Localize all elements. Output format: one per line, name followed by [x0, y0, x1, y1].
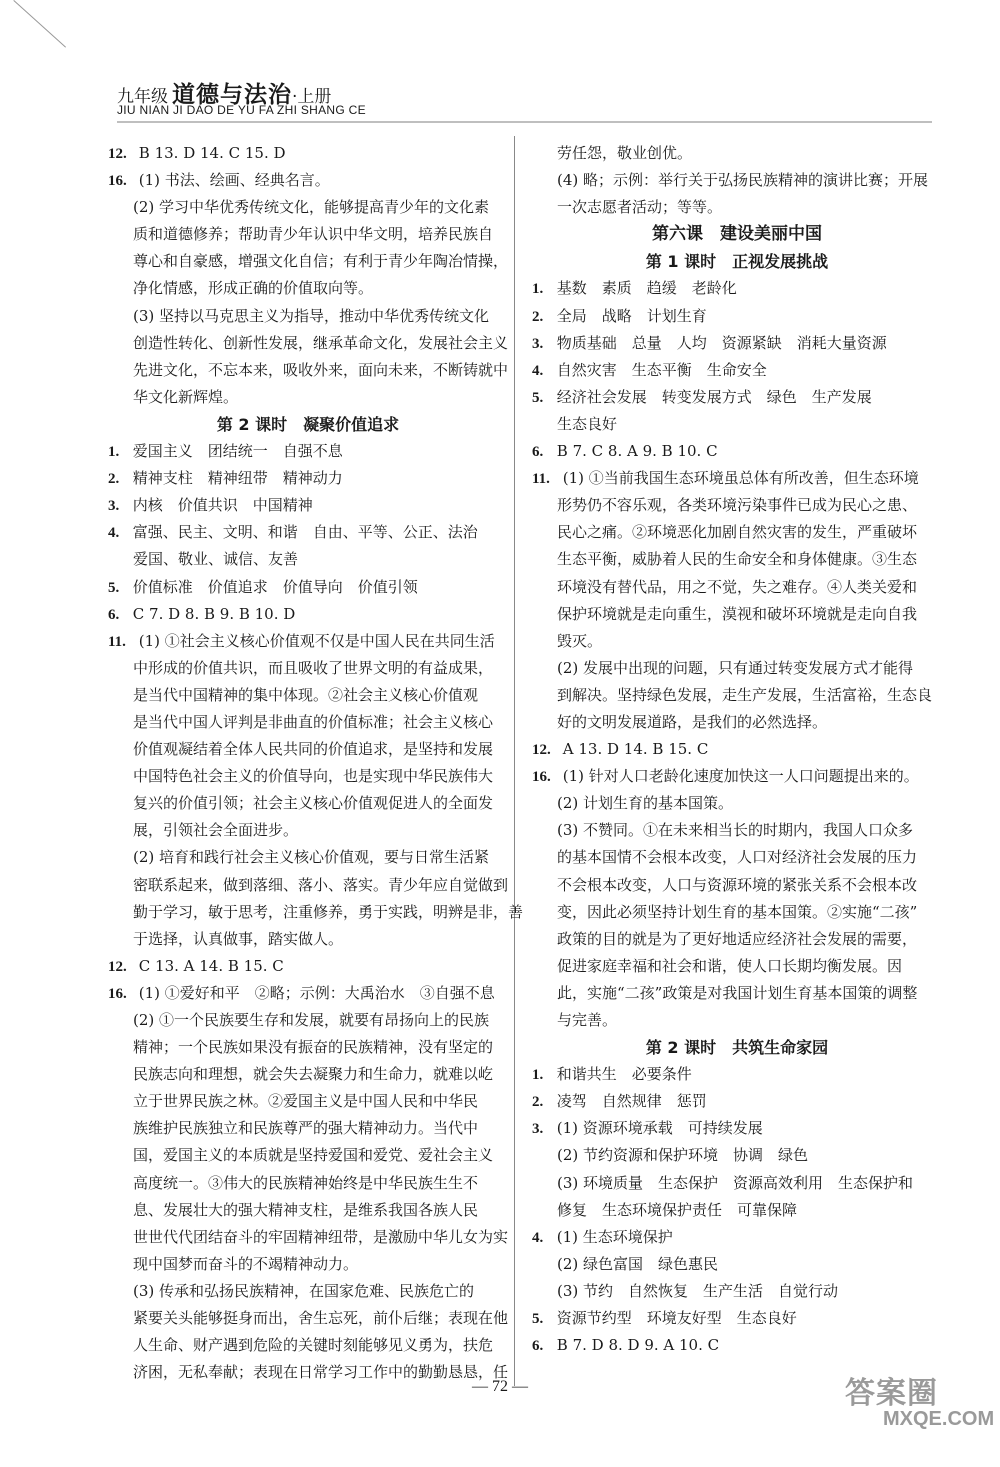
question-number: 16.	[108, 173, 127, 190]
answer-continuation: (3) 节约 自然恢复 生产生活 自觉行动	[557, 1281, 839, 1300]
answer-continuation: (2) 发展中出现的问题，只有通过转变发展方式才能得	[557, 658, 914, 677]
section-title: 第 2 课时 共筑生命家园	[645, 1038, 829, 1058]
answer-continuation: 一次志愿者活动；等等。	[557, 198, 723, 217]
answer-continuation: 于选择，认真做事，踏实做人。	[133, 929, 344, 948]
question-number: 5.	[108, 579, 120, 596]
header-pinyin: JIU NIAN JI DAO DE YU FA ZHI SHANG CE	[117, 103, 366, 117]
answer-continuation: 济困，无私奉献；表现在日常学习工作中的勤勤恳恳，任	[133, 1363, 509, 1382]
answer-continuation: 息、发展壮大的强大精神支柱，是维系我国各族人民	[133, 1200, 479, 1219]
page-number: — 72 —	[472, 1378, 528, 1395]
answer-line	[532, 1305, 942, 1332]
answer-continuation: 是当代中国人评判是非曲直的价值标准；社会主义核心	[133, 712, 494, 731]
answer-continuation: 中形成的价值共识，而且吸收了世界文明的有益成果，	[133, 658, 494, 677]
question-number: 2.	[532, 308, 544, 325]
answer-continuation: 到解决。坚持绿色发展，走生产发展，生活富裕，生态良	[557, 685, 933, 704]
watermark-logo	[845, 1368, 994, 1431]
answer-continuation: (2) 计划生育的基本国策。	[557, 794, 734, 813]
answer-continuation: 民族志向和理想，就会失去凝聚力和生命力，就难以屹	[133, 1065, 494, 1084]
answer-text: 爱国主义 团结统一 自强不息	[132, 442, 343, 461]
answer-line	[108, 980, 508, 1007]
answer-line	[108, 574, 508, 601]
question-number: 3.	[532, 1121, 544, 1138]
header-grade: 九年级	[117, 87, 168, 107]
answer-continuation: 世世代代团结奋斗的牢固精神纽带，是激励中华儿女为实	[133, 1227, 509, 1246]
answer-continuation: 是当代中国精神的集中体现。②社会主义核心价值观	[133, 685, 479, 704]
answer-line	[532, 1332, 942, 1359]
question-number: 11.	[108, 633, 126, 650]
answer-continuation: (2) 培育和践行社会主义核心价值观，要与日常生活紧	[133, 848, 490, 867]
answer-continuation: 质和道德修养；帮助青少年认识中华文明，培养民族自	[133, 225, 494, 244]
question-number: 1.	[532, 281, 544, 298]
answer-continuation: 密联系起来，做到落细、落小、落实。青少年应自觉做到	[133, 875, 509, 894]
answer-continuation: (3) 坚持以马克思主义为指导，推动中华优秀传统文化	[133, 306, 490, 325]
answer-line	[108, 601, 508, 628]
question-number: 12.	[108, 958, 127, 975]
answer-continuation: (2) 节约资源和保护环境 协调 绿色	[557, 1146, 809, 1165]
question-number: 1.	[108, 444, 120, 461]
answer-text: (1) 针对人口老龄化速度加快这一人口问题提出来的。	[562, 767, 919, 786]
corner-decoration	[13, 0, 66, 48]
answer-continuation: 现中国梦而奋斗的不竭精神动力。	[133, 1254, 359, 1273]
question-number: 11.	[532, 471, 550, 488]
answer-continuation: 先进文化，不忘本来，吸收外来，面向未来，不断铸就中	[133, 360, 509, 379]
answer-text: A 13. D 14. B 15. C	[562, 740, 709, 759]
question-number: 16.	[532, 769, 551, 786]
question-number: 12.	[108, 146, 127, 162]
answer-text: 精神支柱 精神纽带 精神动力	[132, 469, 343, 488]
header-subject: 道德与法治	[172, 81, 292, 108]
answer-continuation: 环境没有替代品，用之不觉，失之难存。④人类关爱和	[557, 577, 918, 596]
question-number: 4.	[532, 1229, 544, 1246]
section-title: 第 1 课时 正视发展挑战	[645, 252, 829, 272]
answer-continuation: 变，因此必须坚持计划生育的基本国策。②实施“二孩”	[557, 902, 918, 921]
answer-line	[532, 736, 942, 763]
answer-text: 和谐共生 必要条件	[556, 1065, 692, 1084]
answer-text: (1) 书法、绘画、经典名言。	[138, 171, 330, 190]
question-number: 5.	[532, 389, 544, 406]
question-number: 6.	[532, 1338, 544, 1355]
answer-continuation: 紧要关头能够挺身而出，舍生忘死，前仆后继；表现在他	[133, 1309, 509, 1328]
answer-line	[108, 628, 508, 655]
answer-line	[532, 465, 942, 492]
answer-continuation: 政策的目的就是为了更好地适应经济社会发展的需要，	[557, 929, 918, 948]
answer-continuation: 生态平衡，威胁着人民的生命安全和身体健康。③生态	[557, 550, 918, 569]
answer-continuation: 毁灭。	[557, 631, 603, 650]
answer-line	[532, 275, 942, 302]
answer-continuation: 展，引领社会全面进步。	[133, 821, 299, 840]
answer-text: C 13. A 14. B 15. C	[138, 956, 284, 975]
answer-continuation: 复兴的价值引领；社会主义核心价值观促进人的全面发	[133, 794, 494, 813]
answer-continuation: 的基本国情不会根本改变，人口对经济社会发展的压力	[557, 848, 918, 867]
answer-text: 内核 价值共识 中国精神	[132, 496, 313, 515]
watermark-url: MXQE.COM	[883, 1408, 995, 1430]
answer-line	[108, 465, 508, 492]
answer-text: 凌驾 自然规律 惩罚	[556, 1092, 707, 1111]
question-number: 6.	[532, 444, 544, 461]
answer-continuation: 立于世界民族之林。②爱国主义是中国人民和中华民	[133, 1092, 479, 1111]
answer-text: (1) ①当前我国生态环境虽总体有所改善，但生态环境	[562, 469, 919, 488]
answer-line	[532, 1224, 942, 1251]
answer-line	[532, 763, 942, 790]
answer-continuation: 中国特色社会主义的价值导向，也是实现中华民族伟大	[133, 767, 494, 786]
answer-continuation: (2) ①一个民族要生存和发展，就要有昂扬向上的民族	[133, 1011, 490, 1029]
question-number: 16.	[108, 985, 127, 1002]
answer-continuation: 尊心和自豪感，增强文化自信；有利于青少年陶冶情操，	[133, 252, 509, 271]
right-column	[532, 140, 942, 1359]
answer-line	[108, 438, 508, 465]
answer-line	[532, 384, 942, 411]
question-number: 1.	[532, 1067, 544, 1084]
answer-text: 基数 素质 趋缓 老龄化	[556, 279, 737, 298]
answer-text: 资源节约型 环境友好型 生态良好	[556, 1309, 797, 1328]
answer-text: 自然灾害 生态平衡 生命安全	[556, 360, 767, 379]
header-rule	[117, 121, 932, 123]
question-number: 6.	[108, 606, 120, 623]
answer-line	[532, 1115, 942, 1142]
answer-continuation: 勤于学习，敏于思考，注重修养，勇于实践，明辨是非，善	[133, 902, 524, 921]
answer-line	[532, 1061, 942, 1088]
answer-continuation: 高度统一。③伟大的民族精神始终是中华民族生生不	[133, 1173, 479, 1192]
left-column	[108, 140, 524, 1386]
answer-continuation: 保护环境就是走向重生，漠视和破坏环境就是走向自我	[557, 604, 918, 623]
question-number: 3.	[108, 498, 120, 515]
question-number: 2.	[108, 471, 120, 488]
answer-continuation: 国，爱国主义的本质就是坚持爱国和爱党、爱社会主义	[133, 1146, 494, 1165]
answer-text: (1) ①爱好和平 ②略；示例：大禹治水 ③自强不息	[138, 983, 495, 1002]
question-number: 5.	[532, 1311, 544, 1328]
answer-continuation: 修复 生态环境保护责任 可靠保障	[557, 1200, 798, 1219]
answer-continuation: 族维护民族独立和民族尊严的强大精神动力。当代中	[133, 1119, 479, 1138]
answer-continuation: 生态良好	[557, 414, 618, 433]
answer-line	[532, 357, 942, 384]
answer-continuation: 不会根本改变，人口与资源环境的紧张关系不会根本改	[557, 875, 918, 894]
answer-text: 物质基础 总量 人均 资源紧缺 消耗大量资源	[556, 333, 887, 352]
answer-line	[532, 303, 942, 330]
answer-text: 富强、民主、文明、和谐 自由、平等、公正、法治	[132, 523, 478, 542]
answer-text: C 7. D 8. B 9. B 10. D	[132, 604, 296, 623]
question-number: 4.	[108, 525, 120, 542]
header-volume: ·上册	[292, 87, 332, 107]
answer-continuation: (3) 传承和弘扬民族精神，在国家危难、民族危亡的	[133, 1281, 475, 1300]
answer-continuation: 民心之痛。②环境恶化加剧自然灾害的发生，严重破坏	[557, 523, 918, 542]
answer-text: (1) ①社会主义核心价值观不仅是中国人民在共同生活	[138, 631, 495, 650]
question-number: 2.	[532, 1094, 544, 1111]
answer-continuation: (3) 环境质量 生态保护 资源高效利用 生态保护和	[557, 1173, 914, 1192]
answer-continuation: 与完善。	[557, 1011, 618, 1029]
answer-line	[532, 1088, 942, 1115]
answer-line	[108, 519, 508, 546]
answer-continuation: 精神；一个民族如果没有振奋的民族精神，没有坚定的	[133, 1038, 494, 1057]
lesson-title: 第六课 建设美丽中国	[652, 224, 822, 245]
answer-continuation: 创造性转化、创新性发展，继承革命文化，发展社会主义	[133, 333, 509, 352]
answer-line	[532, 330, 942, 357]
answer-continuation: 好的文明发展道路，是我们的必然选择。	[557, 712, 828, 731]
question-number: 3.	[532, 335, 544, 352]
answer-continuation: 华文化新辉煌。	[133, 387, 239, 406]
answer-text: 全局 战略 计划生育	[556, 306, 707, 325]
answer-continuation: (2) 学习中华优秀传统文化，能够提高青少年的文化素	[133, 198, 490, 217]
answer-line	[108, 492, 508, 519]
answer-continuation: 促进家庭幸福和社会和谐，使人口长期均衡发展。因	[557, 956, 903, 975]
answer-continuation: 形势仍不容乐观，各类环境污染事件已成为民心之患、	[557, 496, 918, 515]
section-title: 第 2 课时 凝聚价值追求	[216, 414, 400, 434]
answer-line	[108, 140, 508, 167]
question-number: 4.	[532, 362, 544, 379]
answer-text: (1) 生态环境保护	[556, 1227, 673, 1246]
answer-continuation: (4) 略；示例：举行关于弘扬民族精神的演讲比赛；开展	[557, 171, 929, 190]
answer-continuation: 价值观凝结着全体人民共同的价值追求，是坚持和发展	[133, 740, 494, 759]
answer-line	[532, 438, 942, 465]
answer-text: 经济社会发展 转变发展方式 绿色 生产发展	[556, 387, 872, 406]
answer-text: 价值标准 价值追求 价值导向 价值引领	[132, 577, 418, 596]
answer-continuation: 爱国、敬业、诚信、友善	[133, 550, 299, 569]
column-divider	[514, 136, 515, 1386]
answer-continuation: 人生命、财产遇到危险的关键时刻能够见义勇为，扶危	[133, 1336, 494, 1355]
answer-continuation: (2) 绿色富国 绿色惠民	[557, 1254, 719, 1273]
answer-text: (1) 资源环境承载 可持续发展	[556, 1119, 763, 1138]
answer-text: B 7. D 8. D 9. A 10. C	[556, 1336, 720, 1355]
question-number: 12.	[532, 742, 551, 759]
answer-continuation: 劳任怨，敬业创优。	[557, 144, 693, 162]
answer-continuation: (3) 不赞同。①在未来相当长的时期内，我国人口众多	[557, 821, 914, 840]
answer-line	[108, 167, 508, 194]
answer-text: B 7. C 8. A 9. B 10. C	[556, 442, 718, 461]
answer-text: B 13. D 14. C 15. D	[138, 144, 286, 162]
answer-line	[108, 953, 508, 980]
answer-continuation: 此，实施“二孩”政策是对我国计划生育基本国策的调整	[557, 983, 918, 1002]
answer-continuation: 净化情感，形成正确的价值取向等。	[133, 279, 374, 298]
watermark-text: 答案圈	[845, 1377, 938, 1410]
